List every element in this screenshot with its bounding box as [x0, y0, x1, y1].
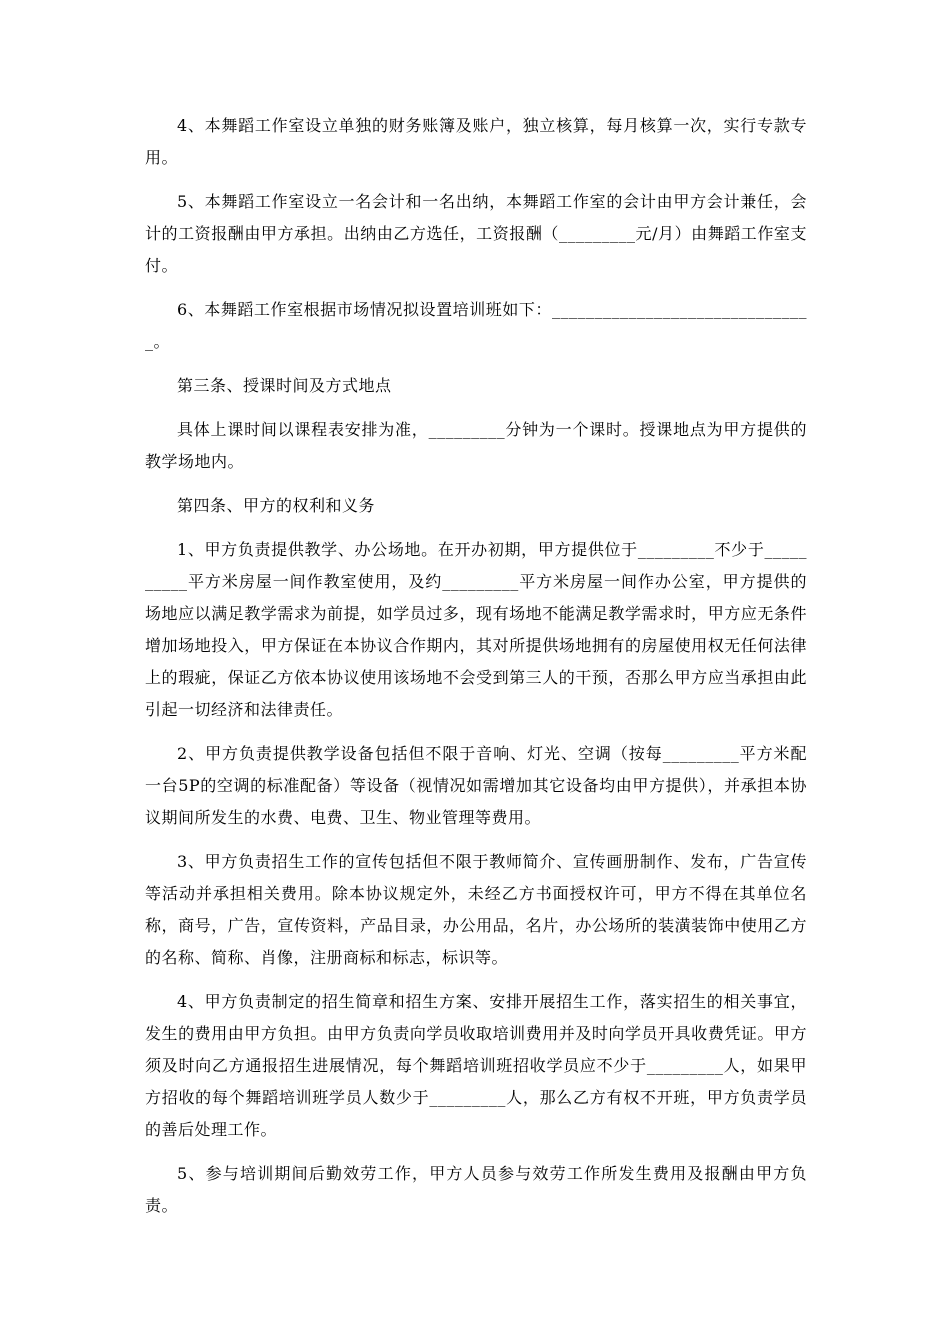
- article-4-heading: 第四条、甲方的权利和义务: [177, 496, 376, 515]
- article-4-item-5-logistics: 5、参与培训期间后勤效劳工作，甲方人员参与效劳工作所发生费用及报酬由甲方负责。: [145, 1164, 807, 1215]
- clause-4-finance-accounts: 4、本舞蹈工作室设立单独的财务账簿及账户，独立核算，每月核算一次，实行专款专用。: [145, 116, 807, 167]
- article-3-schedule: 具体上课时间以课程表安排为准，_________分钟为一个课时。授课地点为甲方提供的教学场地内。: [145, 420, 807, 471]
- article-4-item-1-venue: 1、甲方负责提供教学、办公场地。在开办初期，甲方提供位于_________不少于__________平方米房屋一间作教室使用，及约_________平方米房屋一间作办公室，甲方提供的场地应以满足教学需求为前提，如学员过多，现有场地不能满足教学需求时，甲方应无条件增加场地投入，甲方保证在本协议合作期内，其对所提供场地拥有的房屋使用权无任何法律上的瑕疵，保证乙方依本协议使用该场地不会受到第三人的干预，否那么甲方应当承担由此引起一切经济和法律责任。: [145, 540, 807, 719]
- article-4-item-4-enrollment: 4、甲方负责制定的招生简章和招生方案、安排开展招生工作，落实招生的相关事宜，发生的费用由甲方负担。由甲方负责向学员收取培训费用并及时向学员开具收费凭证。甲方须及时向乙方通报招生进展情况，每个舞蹈培训班招收学员应不少于_________人，如果甲方招收的每个舞蹈培训班学员人数少于_________人，那么乙方有权不开班，甲方负责学员的善后处理工作。: [145, 992, 807, 1139]
- article-4-item-2-equipment: 2、甲方负责提供教学设备包括但不限于音响、灯光、空调（按每_________平方米配一台5P的空调的标准配备）等设备（视情况如需增加其它设备均由甲方提供），并承担本协议期间所发生的水费、电费、卫生、物业管理等费用。: [145, 744, 807, 827]
- article-4-item-3-promotion: 3、甲方负责招生工作的宣传包括但不限于教师简介、宣传画册制作、发布，广告宣传等活动并承担相关费用。除本协议规定外，未经乙方书面授权许可，甲方不得在其单位名称，商号，广告，宣传资料，产品目录，办公用品，名片，办公场所的装潢装饰中使用乙方的名称、简称、肖像，注册商标和标志，标识等。: [145, 852, 807, 967]
- clause-5-accountant-cashier: 5、本舞蹈工作室设立一名会计和一名出纳，本舞蹈工作室的会计由甲方会计兼任，会计的工资报酬由甲方承担。出纳由乙方选任，工资报酬（_________元/月）由舞蹈工作室支付。: [145, 192, 807, 275]
- document-body: [145, 110, 807, 1234]
- article-3-heading: 第三条、授课时间及方式地点: [177, 376, 392, 395]
- clause-6-training-classes: 6、本舞蹈工作室根据市场情况拟设置培训班如下：_______________________________。: [145, 300, 807, 351]
